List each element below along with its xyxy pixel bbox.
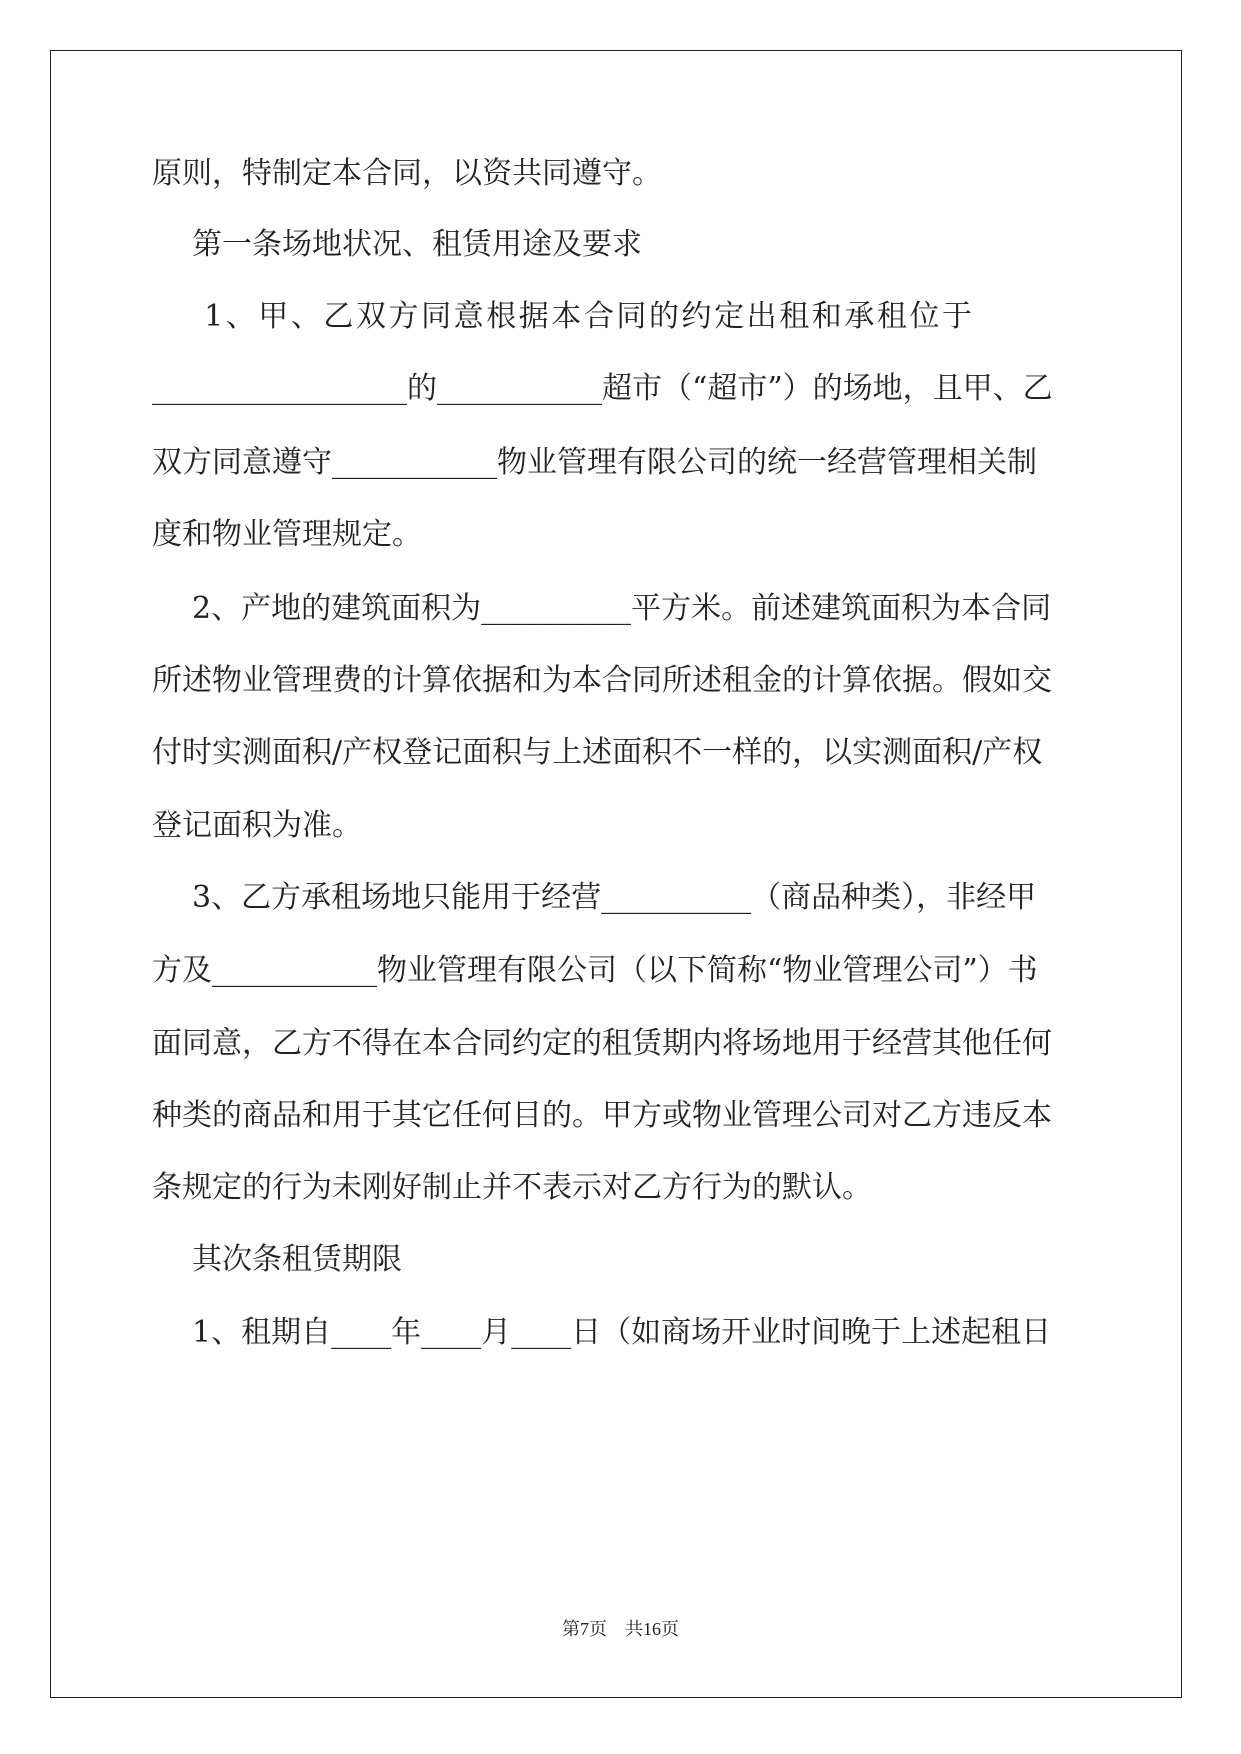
text-line-11: 3、乙方承租场地只能用于经营__________（商品种类），非经甲 bbox=[192, 880, 1037, 915]
text-line-4: _________________的___________超市（“超市”）的场地，且甲、乙 bbox=[152, 371, 1053, 406]
page-number-footer: 第7页 共16页 bbox=[562, 1619, 679, 1639]
text-line-17: 1、租期自____年____月____日（如商场开业时间晚于上述起租日 bbox=[192, 1315, 1052, 1350]
text-line-9: 付时实测面积/产权登记面积与上述面积不一样的，以实测面积/产权 bbox=[152, 735, 1043, 770]
text-line-12: 方及___________物业管理有限公司（以下简称“物业管理公司”）书 bbox=[152, 953, 1038, 988]
text-line-13: 面同意，乙方不得在本合同约定的租赁期内将场地用于经营其他任何 bbox=[152, 1026, 1052, 1061]
text-line-6: 度和物业管理规定。 bbox=[152, 517, 422, 552]
section-heading-2: 其次条租赁期限 bbox=[192, 1242, 402, 1277]
text-line-15: 条规定的行为未刚好制止并不表示对乙方行为的默认。 bbox=[152, 1170, 872, 1205]
text-line-5: 双方同意遵守___________物业管理有限公司的统一经营管理相关制 bbox=[152, 445, 1037, 480]
section-heading-1: 第一条场地状况、租赁用途及要求 bbox=[192, 227, 642, 262]
text-line-14: 种类的商品和用于其它任何目的。甲方或物业管理公司对乙方违反本 bbox=[152, 1098, 1052, 1133]
text-line-10: 登记面积为准。 bbox=[152, 808, 362, 843]
text-line-1: 原则，特制定本合同，以资共同遵守。 bbox=[152, 156, 662, 191]
text-line-3: 1、甲、乙双方同意根据本合同的约定出租和承租位于 bbox=[192, 299, 972, 334]
text-line-7: 2、产地的建筑面积为__________平方米。前述建筑面积为本合同 bbox=[192, 591, 1052, 626]
text-line-8: 所述物业管理费的计算依据和为本合同所述租金的计算依据。假如交 bbox=[152, 663, 1052, 698]
